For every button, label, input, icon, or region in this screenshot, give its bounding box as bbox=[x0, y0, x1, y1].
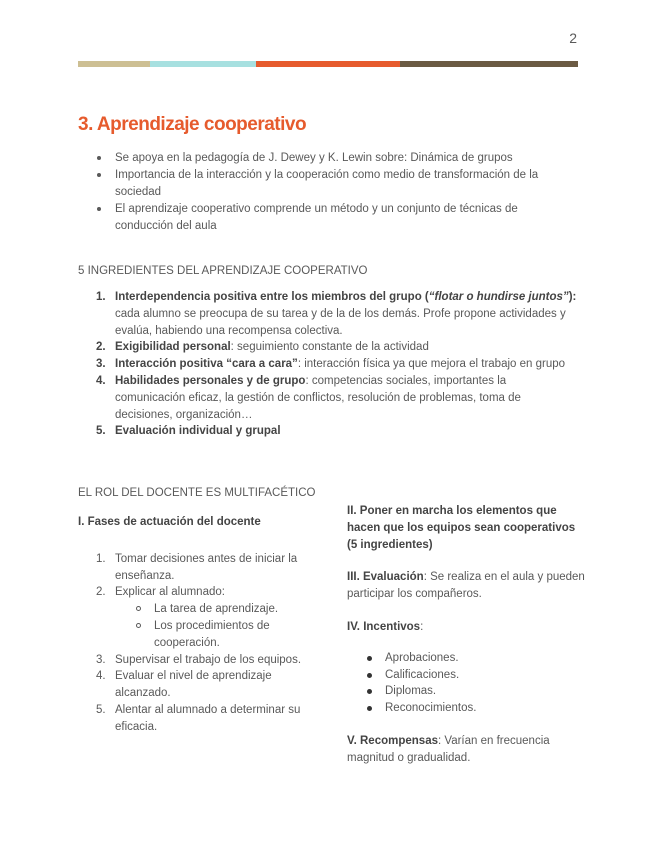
item-bold: Habilidades personales y de grupo bbox=[115, 374, 306, 387]
item-number: 2. bbox=[96, 341, 106, 354]
step-v bbox=[347, 733, 587, 767]
phases-list bbox=[78, 551, 318, 736]
item-bold-close: ): bbox=[568, 291, 577, 303]
phases-column bbox=[78, 514, 318, 736]
item-text: Tomar decisiones antes de iniciar la enseñanza. bbox=[115, 552, 298, 582]
list-item bbox=[78, 652, 318, 669]
list-item: El aprendizaje cooperativo comprende un método y un conjunto de técnicas de conducción del aula bbox=[78, 201, 578, 235]
step-iv-colon: : bbox=[420, 620, 424, 633]
item-text: Supervisar el trabajo de los equipos. bbox=[115, 653, 302, 666]
list-item bbox=[78, 584, 318, 651]
list-item bbox=[78, 289, 578, 339]
incentives-list bbox=[347, 650, 587, 717]
item-number: 4. bbox=[96, 374, 106, 387]
item-number: 4. bbox=[96, 670, 106, 683]
ingredients-list bbox=[78, 289, 578, 440]
step-iv-label: IV. Incentivos bbox=[347, 620, 421, 633]
teacher-role-heading: EL ROL DEL DOCENTE ES MULTIFACÉTICO bbox=[78, 487, 316, 499]
rule-segment-brown bbox=[400, 61, 578, 67]
item-text: Evaluar el nivel de aprendizaje alcanzado. bbox=[115, 670, 272, 700]
list-item: Calificaciones. bbox=[347, 667, 587, 684]
phases-title: I. Fases de actuación del docente bbox=[78, 516, 261, 528]
roles-column bbox=[347, 503, 587, 783]
section-title: 3. Aprendizaje cooperativo bbox=[78, 114, 307, 135]
item-bold: Exigibilidad personal bbox=[115, 341, 231, 354]
step-iii bbox=[347, 569, 587, 603]
step-iii-text: : Se realiza en el aula y pueden participar los compañeros. bbox=[347, 571, 585, 601]
step-v-label: V. Recompensas bbox=[347, 734, 438, 747]
item-number: 3. bbox=[96, 653, 106, 666]
list-item bbox=[78, 702, 318, 736]
sub-list-item: La tarea de aprendizaje. bbox=[115, 601, 318, 618]
step-iii-label: III. Evaluación bbox=[347, 571, 424, 584]
page-number: 2 bbox=[569, 30, 577, 46]
rule-segment-orange bbox=[256, 61, 400, 67]
list-item: Diplomas. bbox=[347, 683, 587, 700]
item-text: cada alumno se preocupa de su tarea y de la de los demás. Profe propone actividades y evalúa, habiendo una recompensa colectiva. bbox=[115, 307, 566, 337]
item-text: : interacción física ya que mejora el trabajo en grupo bbox=[297, 358, 566, 371]
item-text: Explicar al alumnado: bbox=[115, 586, 225, 599]
list-item: Importancia de la interacción y la cooperación como medio de transformación de la sociedad bbox=[78, 167, 578, 201]
step-ii: II. Poner en marcha los elementos que hacen que los equipos sean cooperativos (5 ingredientes) bbox=[347, 505, 576, 551]
sub-list bbox=[115, 601, 318, 651]
item-number: 1. bbox=[96, 291, 106, 303]
list-item bbox=[78, 339, 578, 356]
header-color-rule bbox=[78, 61, 578, 67]
item-number: 3. bbox=[96, 358, 106, 371]
list-item: Se apoya en la pedagogía de J. Dewey y K. Lewin sobre: Dinámica de grupos bbox=[78, 150, 578, 167]
list-item bbox=[78, 356, 578, 373]
item-number: 1. bbox=[96, 552, 106, 565]
item-number: 5. bbox=[96, 703, 106, 716]
item-text: : competencias sociales, importantes la comunicación eficaz, la gestión de conflictos, resolución de problemas, toma de decisiones, organización… bbox=[115, 374, 521, 421]
list-item: Aprobaciones. bbox=[347, 650, 587, 667]
list-item bbox=[78, 423, 578, 440]
ingredients-heading: 5 INGREDIENTES DEL APRENDIZAJE COOPERATIVO bbox=[78, 265, 368, 277]
step-v-text: : Varían en frecuencia magnitud o gradualidad. bbox=[347, 734, 550, 764]
list-item bbox=[78, 668, 318, 702]
step-iv bbox=[347, 619, 587, 636]
item-text: Alentar al alumnado a determinar su eficacia. bbox=[115, 703, 301, 733]
item-bold: Interdependencia positiva entre los miembros del grupo ( bbox=[115, 291, 429, 303]
item-text: : seguimiento constante de la actividad bbox=[230, 341, 429, 354]
item-quote: “flotar o hundirse juntos” bbox=[428, 291, 569, 303]
rule-segment-cyan bbox=[150, 61, 256, 67]
intro-bullet-list bbox=[78, 150, 578, 235]
list-item bbox=[78, 551, 318, 585]
item-number: 5. bbox=[96, 425, 106, 438]
item-number: 2. bbox=[96, 586, 106, 599]
item-bold: Evaluación individual y grupal bbox=[115, 425, 281, 438]
item-bold: Interacción positiva “cara a cara” bbox=[115, 358, 298, 371]
sub-list-item: Los procedimientos de cooperación. bbox=[115, 618, 318, 652]
rule-segment-tan bbox=[78, 61, 150, 67]
list-item: Reconocimientos. bbox=[347, 700, 587, 717]
list-item bbox=[78, 373, 578, 423]
